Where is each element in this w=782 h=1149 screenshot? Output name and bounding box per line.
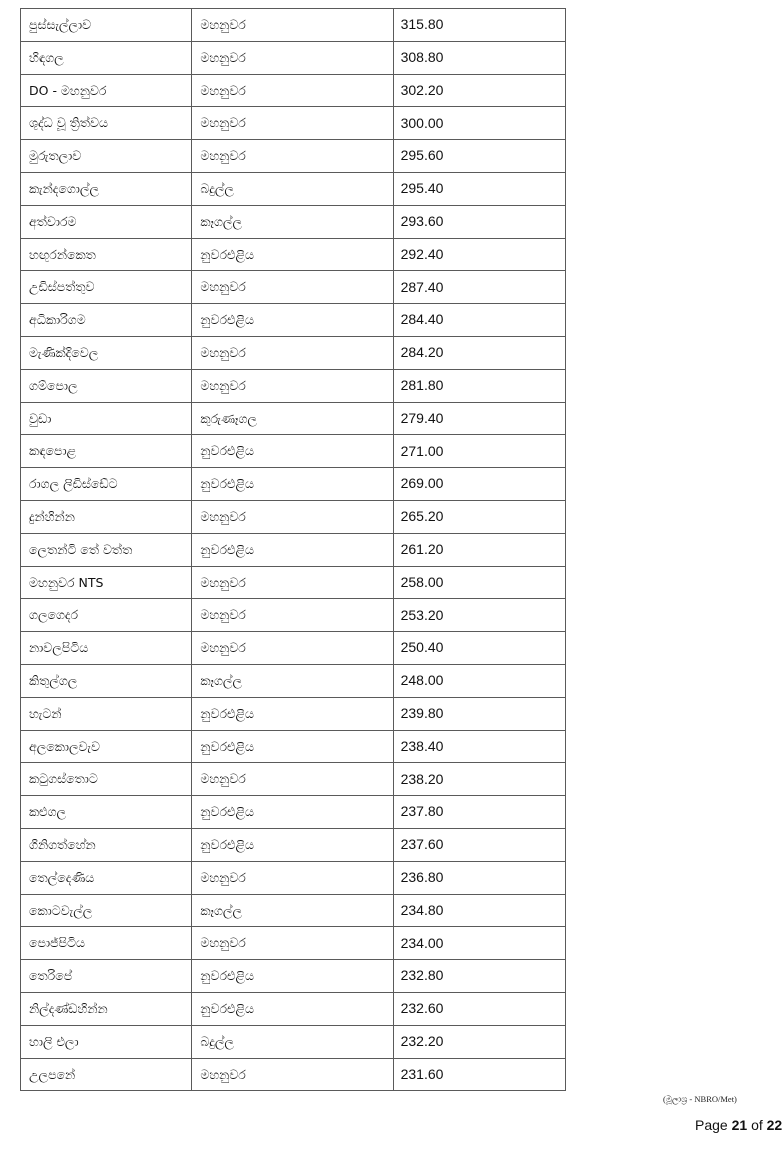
value-cell: 271.00: [393, 435, 565, 468]
district-cell: බදුල්ල: [192, 1025, 393, 1058]
value-cell: 287.40: [393, 271, 565, 304]
district-cell: නුවරඑළිය: [192, 992, 393, 1025]
district-cell: නුවරඑළිය: [192, 697, 393, 730]
table-row: [21, 369, 566, 402]
page-number: [695, 1117, 782, 1133]
value-cell: 236.80: [393, 861, 565, 894]
value-cell: 261.20: [393, 533, 565, 566]
district-cell: මහනුවර: [192, 9, 393, 42]
location-cell: හඟුරන්කෙත: [21, 238, 192, 271]
value-cell: 248.00: [393, 664, 565, 697]
value-cell: 258.00: [393, 566, 565, 599]
value-cell: 292.40: [393, 238, 565, 271]
table-row: [21, 9, 566, 42]
value-cell: 238.40: [393, 730, 565, 763]
table-row: [21, 238, 566, 271]
location-cell: කැන්දගොල්ල: [21, 172, 192, 205]
value-cell: 239.80: [393, 697, 565, 730]
table-row: [21, 566, 566, 599]
table-row: [21, 304, 566, 337]
district-cell: මහනුවර: [192, 107, 393, 140]
page-total: 22: [766, 1117, 782, 1133]
location-cell: අලකොලවැව: [21, 730, 192, 763]
value-cell: 253.20: [393, 599, 565, 632]
location-cell: හිඳගල: [21, 41, 192, 74]
district-cell: මහනුවර: [192, 336, 393, 369]
district-cell: මහනුවර: [192, 41, 393, 74]
value-cell: 234.80: [393, 894, 565, 927]
location-cell: හැටන්: [21, 697, 192, 730]
page-current: 21: [731, 1117, 748, 1133]
district-cell: නුවරඑළිය: [192, 730, 393, 763]
table-row: [21, 927, 566, 960]
district-cell: නුවරඑළිය: [192, 435, 393, 468]
table-row: [21, 697, 566, 730]
table-row: [21, 205, 566, 238]
location-cell: දුන්හින්න: [21, 500, 192, 533]
value-cell: 284.20: [393, 336, 565, 369]
table-row: [21, 960, 566, 993]
location-cell: මැණික්දිවෙල: [21, 336, 192, 369]
district-cell: මහනුවර: [192, 632, 393, 665]
district-cell: කෑගල්ල: [192, 664, 393, 697]
location-cell: තෙල්දෙණිය: [21, 861, 192, 894]
location-cell: තෙරිපේ: [21, 960, 192, 993]
page-prefix: Page: [695, 1117, 728, 1133]
table-row: [21, 1058, 566, 1091]
value-cell: 302.20: [393, 74, 565, 107]
district-cell: නුවරඑළිය: [192, 796, 393, 829]
table-row: [21, 500, 566, 533]
table-row: [21, 992, 566, 1025]
district-cell: මහනුවර: [192, 599, 393, 632]
district-cell: මහනුවර: [192, 140, 393, 173]
table-row: [21, 894, 566, 927]
table-row: [21, 402, 566, 435]
location-cell: වුඩා: [21, 402, 192, 435]
location-cell: පුස්සැල්ලාව: [21, 9, 192, 42]
table-row: [21, 271, 566, 304]
district-cell: නුවරඑළිය: [192, 828, 393, 861]
district-cell: නුවරඑළිය: [192, 304, 393, 337]
value-cell: 231.60: [393, 1058, 565, 1091]
value-cell: 250.40: [393, 632, 565, 665]
value-cell: 295.40: [393, 172, 565, 205]
location-cell: කළුගල: [21, 796, 192, 829]
rainfall-table: [20, 8, 566, 1091]
value-cell: 232.80: [393, 960, 565, 993]
value-cell: 300.00: [393, 107, 565, 140]
value-cell: 265.20: [393, 500, 565, 533]
table-row: [21, 1025, 566, 1058]
location-cell: රාගල ලිඩිස්ඩේට: [21, 468, 192, 501]
location-cell: නාවලපිටිය: [21, 632, 192, 665]
district-cell: බදුල්ල: [192, 172, 393, 205]
location-cell: ගලගෙදර: [21, 599, 192, 632]
location-cell: මහනුවර NTS: [21, 566, 192, 599]
location-cell: පොජ්පිටිය: [21, 927, 192, 960]
location-cell: DO - මහනුවර: [21, 74, 192, 107]
district-cell: මහනුවර: [192, 74, 393, 107]
table-row: [21, 828, 566, 861]
district-cell: නුවරඑළිය: [192, 960, 393, 993]
district-cell: කෑගල්ල: [192, 894, 393, 927]
source-note: (මූලාශ්‍ර - NBRO/Met): [663, 1094, 737, 1104]
location-cell: කඳපොළ: [21, 435, 192, 468]
location-cell: නිල්දණ්ඩහින්න: [21, 992, 192, 1025]
table-row: [21, 763, 566, 796]
value-cell: 293.60: [393, 205, 565, 238]
location-cell: ලෙතන්ටි තේ වත්ත: [21, 533, 192, 566]
table-row: [21, 74, 566, 107]
table-row: [21, 632, 566, 665]
table-row: [21, 664, 566, 697]
table-row: [21, 861, 566, 894]
district-cell: නුවරඑළිය: [192, 533, 393, 566]
location-cell: උඩිස්පත්තුව: [21, 271, 192, 304]
location-cell: කිතුල්ගල: [21, 664, 192, 697]
value-cell: 284.40: [393, 304, 565, 337]
location-cell: හාලි එලා: [21, 1025, 192, 1058]
table-row: [21, 336, 566, 369]
value-cell: 281.80: [393, 369, 565, 402]
value-cell: 234.00: [393, 927, 565, 960]
table-row: [21, 172, 566, 205]
value-cell: 308.80: [393, 41, 565, 74]
table-row: [21, 796, 566, 829]
location-cell: කොටවැල්ල: [21, 894, 192, 927]
table-row: [21, 41, 566, 74]
location-cell: උලපනේ: [21, 1058, 192, 1091]
table-row: [21, 730, 566, 763]
table-row: [21, 107, 566, 140]
district-cell: මහනුවර: [192, 1058, 393, 1091]
location-cell: ගම්පොල: [21, 369, 192, 402]
district-cell: කෑගල්ල: [192, 205, 393, 238]
value-cell: 232.60: [393, 992, 565, 1025]
location-cell: අධිකාරිගම: [21, 304, 192, 337]
table-row: [21, 435, 566, 468]
district-cell: මහනුවර: [192, 369, 393, 402]
table-row: [21, 468, 566, 501]
value-cell: 238.20: [393, 763, 565, 796]
district-cell: මහනුවර: [192, 271, 393, 304]
district-cell: නුවරඑළිය: [192, 468, 393, 501]
district-cell: නුවරඑළිය: [192, 238, 393, 271]
location-cell: අත්වාරම: [21, 205, 192, 238]
table-row: [21, 533, 566, 566]
location-cell: ගිනිගත්හේන: [21, 828, 192, 861]
location-cell: කටුගස්තොට: [21, 763, 192, 796]
table-body: [21, 9, 566, 1091]
page-of: of: [751, 1117, 763, 1133]
value-cell: 295.60: [393, 140, 565, 173]
value-cell: 237.60: [393, 828, 565, 861]
district-cell: මහනුවර: [192, 566, 393, 599]
value-cell: 237.80: [393, 796, 565, 829]
district-cell: කුරුණෑගල: [192, 402, 393, 435]
district-cell: මහනුවර: [192, 927, 393, 960]
table-row: [21, 140, 566, 173]
district-cell: මහනුවර: [192, 763, 393, 796]
district-cell: මහනුවර: [192, 861, 393, 894]
value-cell: 279.40: [393, 402, 565, 435]
value-cell: 232.20: [393, 1025, 565, 1058]
value-cell: 315.80: [393, 9, 565, 42]
location-cell: ශුද්ධ වූ ත්‍රිත්වය: [21, 107, 192, 140]
district-cell: මහනුවර: [192, 500, 393, 533]
table-row: [21, 599, 566, 632]
location-cell: මුරුතලාව: [21, 140, 192, 173]
value-cell: 269.00: [393, 468, 565, 501]
